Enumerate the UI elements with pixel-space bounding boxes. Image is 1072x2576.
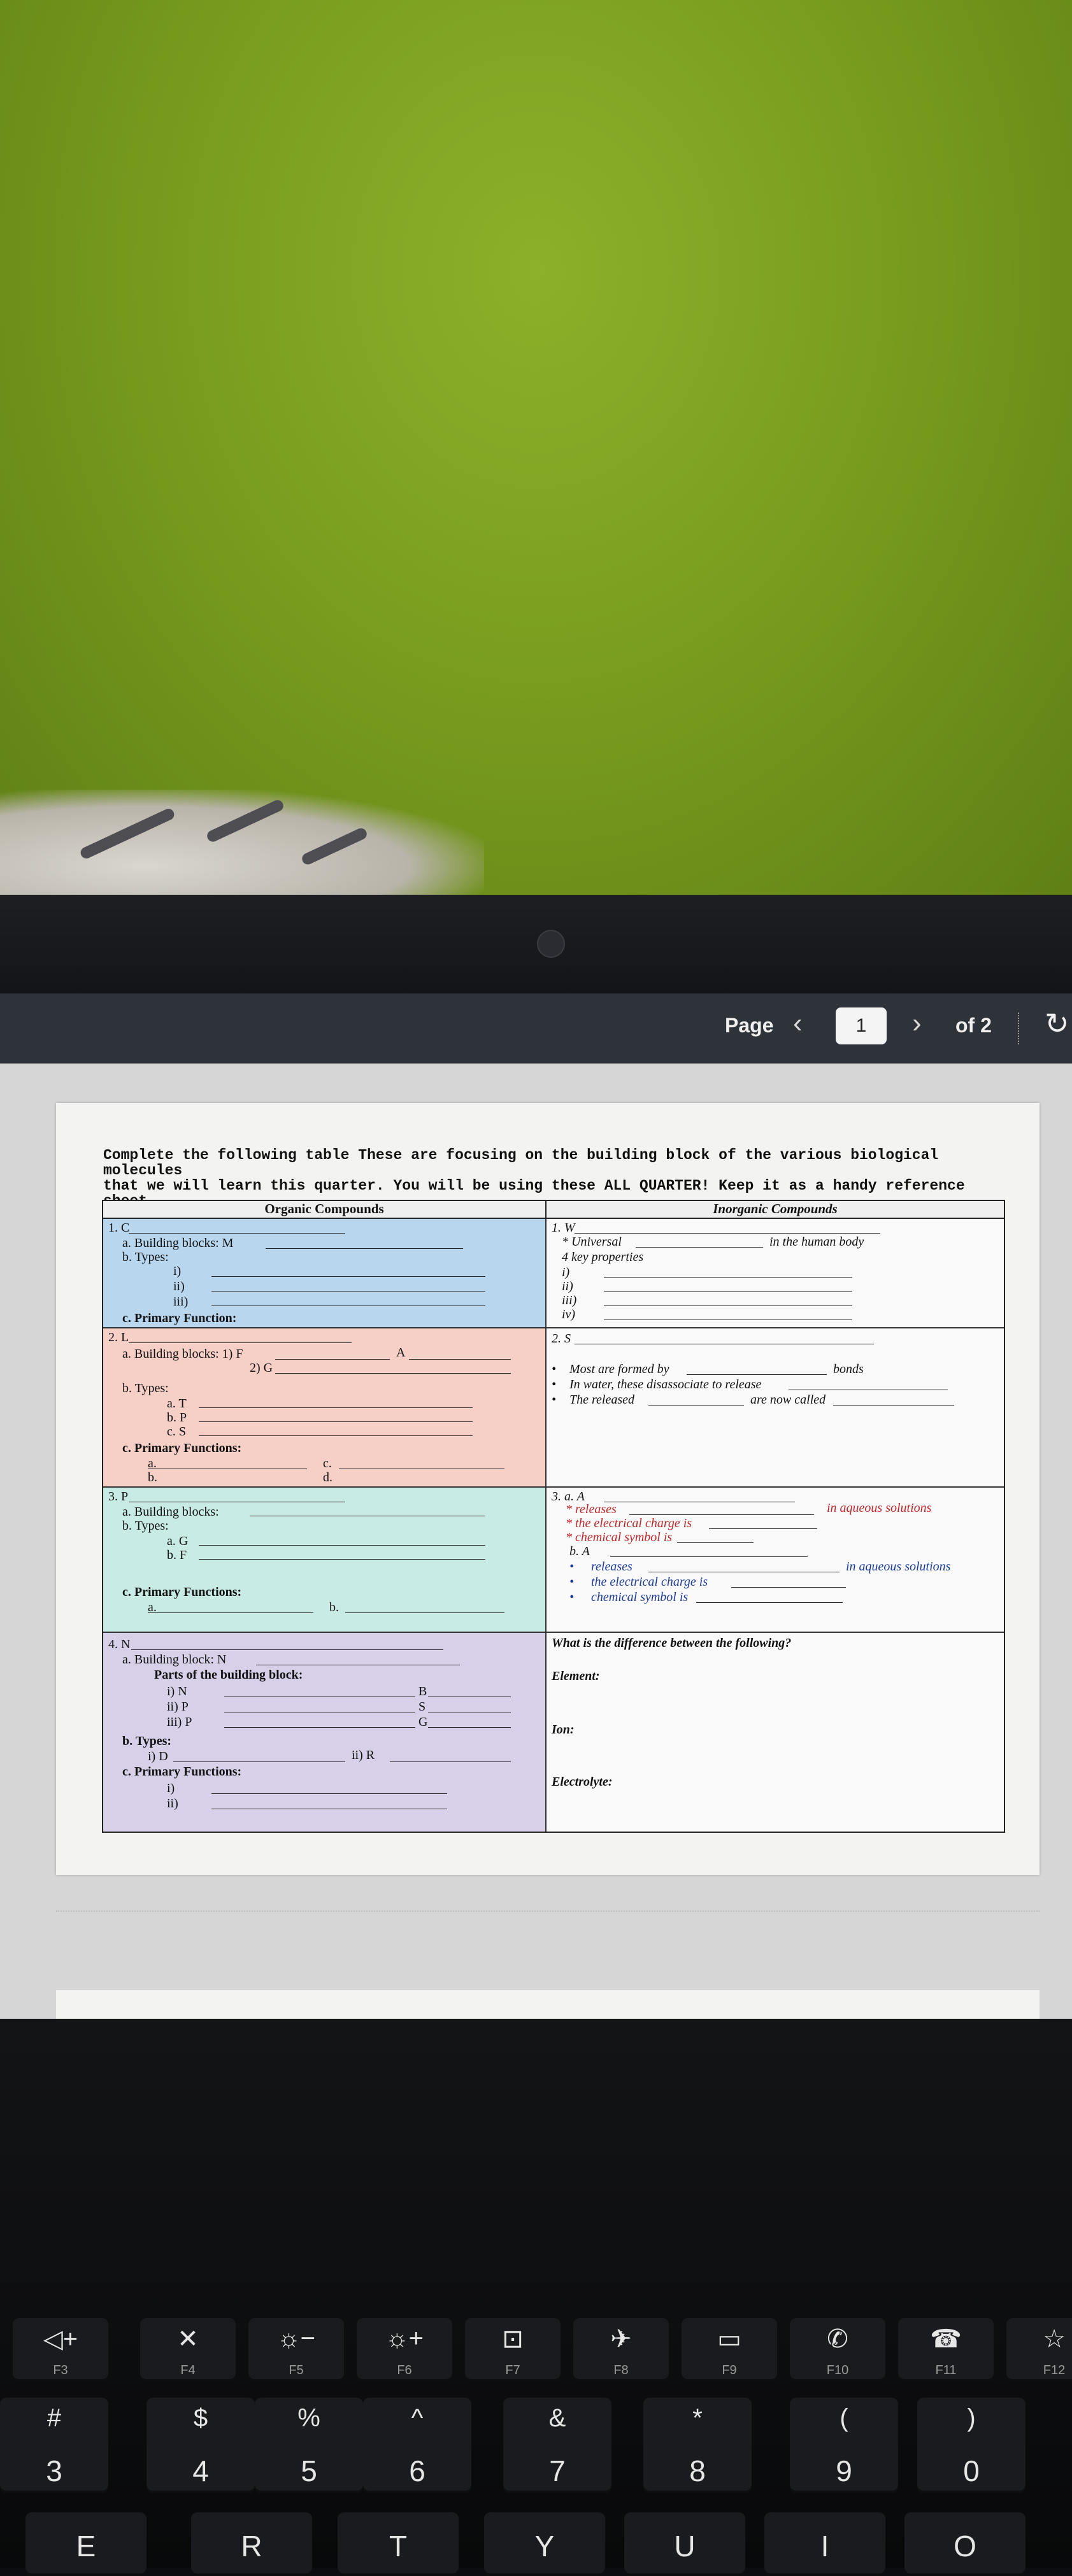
acid-symbol: * chemical symbol is [566,1530,673,1544]
key-letter: U [674,2530,696,2563]
pdf-viewer[interactable] [0,1064,1072,2019]
refresh-icon[interactable]: ↻ [1045,1007,1069,1040]
key-7[interactable] [503,2398,611,2493]
protein-type-1: a. G [167,1534,189,1548]
chevron-right-icon[interactable]: › [912,1007,922,1039]
protein-types: b. Types: [122,1519,169,1533]
key-letter: R [241,2530,262,2563]
salt-formed-by: Most are formed by [569,1362,669,1376]
key-shift-symbol: ^ [411,2404,424,2432]
key-letter: Y [534,2530,555,2563]
key-t[interactable] [338,2512,459,2576]
worksheet-page-2 [56,1990,1040,2019]
fn-label: F9 [722,2363,737,2377]
nucleic-types: b. Types: [122,1734,172,1748]
key-e[interactable] [25,2512,147,2576]
water-key-properties: 4 key properties [562,1250,644,1264]
salt-title: 2. S [552,1332,571,1346]
fn-label: F4 [180,2363,196,2377]
key-digit: 9 [836,2454,852,2487]
page-label: Page [725,1014,774,1037]
bullet-icon: • [569,1560,575,1574]
key-8[interactable] [643,2398,752,2493]
base-charge: the electrical charge is [591,1575,708,1589]
water-human-body: in the human body [769,1235,864,1249]
phone-hangup-icon: ☎ [930,2325,962,2353]
chevron-left-icon[interactable]: ‹ [793,1007,803,1039]
lipid-function-b: b. [148,1470,157,1484]
difference-question: What is the difference between the following? [552,1636,792,1650]
toolbar-divider [1018,1013,1020,1044]
bullet-icon: • [569,1575,575,1589]
fn-key-f4[interactable] [140,2318,236,2382]
water-title: 1. W [552,1221,575,1235]
compounds-table [102,1200,1005,1833]
worksheet-page [56,1103,1040,1875]
page-count: of 2 [955,1014,992,1037]
ion-label: Ion: [552,1723,575,1737]
key-u[interactable] [624,2512,745,2576]
key-digit: 6 [409,2454,425,2487]
volume-up-icon: ◁+ [43,2325,78,2353]
lipid-type-1: a. T [167,1397,187,1411]
brightness-down-icon: ☼− [276,2324,316,2352]
base-releases: releases [591,1560,632,1574]
acid-charge: * the electrical charge is [566,1516,692,1530]
salt-cell [547,1328,1004,1488]
carb-types: b. Types: [122,1250,169,1264]
nucleic-function-2: ii) [167,1797,178,1811]
fn-key-f6[interactable] [357,2318,452,2382]
laptop-screen [0,993,1072,2019]
acid-releases: * releases [566,1502,617,1516]
nucleic-type-d: i) D [148,1749,168,1763]
water-cell [547,1219,1004,1328]
key-shift-symbol: & [548,2404,566,2432]
fn-key-f9[interactable] [682,2318,777,2382]
lipid-function-a: a. [148,1456,157,1470]
acid-base-cell [547,1488,1004,1633]
nucleic-base-b: B [418,1684,427,1698]
key-letter: O [954,2530,976,2563]
lipid-building-blocks: a. Building blocks: 1) F [122,1347,243,1361]
key-3[interactable] [0,2398,108,2493]
key-0[interactable] [917,2398,1026,2493]
favorite-icon: ☆ [1043,2325,1066,2353]
protein-cell [103,1488,547,1633]
electrolyte-label: Electrolyte: [552,1775,613,1789]
fn-key-f7[interactable] [465,2318,561,2382]
notification-icon: ▭ [717,2325,741,2353]
protein-type-2: b. F [167,1548,187,1562]
key-digit: 8 [689,2454,706,2487]
organic-header: Organic Compounds [103,1201,547,1219]
instructions-line: that we will learn this quarter. You will be using these ALL QUARTER! Keep it as a handy reference [103,1178,965,1194]
nucleic-part-1: i) N [167,1684,187,1698]
water-property-1: i) [562,1265,570,1279]
laptop-bezel [0,895,1072,997]
carb-building-blocks: a. Building blocks: M [122,1236,234,1250]
key-digit: 5 [301,2454,317,2487]
key-digit: 4 [192,2454,209,2487]
key-shift-symbol: % [297,2404,320,2432]
water-property-4: iv) [562,1307,576,1321]
carb-type-2: ii) [173,1279,185,1293]
key-4[interactable] [147,2398,255,2493]
fn-label: F3 [53,2363,68,2377]
bullet-icon: • [552,1377,557,1391]
fn-label: F10 [826,2363,849,2377]
fn-label: F6 [397,2363,412,2377]
salt-released: The released [569,1393,635,1407]
fn-label: F12 [1043,2363,1066,2377]
lipid-building-a: A [396,1346,406,1360]
brightness-up-icon: ☼+ [385,2324,424,2352]
fn-key-f10[interactable] [790,2318,885,2382]
key-digit: 3 [46,2454,62,2487]
bullet-icon: • [552,1393,557,1407]
salt-in-water: In water, these disassociate to release [569,1377,762,1391]
water-universal: * Universal [562,1235,622,1249]
acid-title: 3. a. A [552,1490,585,1504]
page-separator [56,1911,1040,1912]
lipid-function-c: c. [323,1456,332,1470]
key-o[interactable] [904,2512,1026,2576]
element-label: Element: [552,1669,600,1683]
key-i[interactable] [764,2512,885,2576]
fn-label: F5 [289,2363,304,2377]
base-symbol: chemical symbol is [591,1590,689,1604]
fn-key-f11[interactable] [898,2318,994,2382]
key-r[interactable] [191,2512,312,2576]
inorganic-header: Inorganic Compounds [547,1201,1004,1219]
background-wall [0,0,1072,904]
protein-title: 3. P [108,1490,129,1504]
carb-type-1: i) [173,1264,182,1278]
protein-function-b: b. [329,1600,339,1614]
key-letter: T [389,2530,408,2563]
carb-function: c. Primary Function: [122,1311,237,1325]
lipid-cell [103,1328,547,1488]
key-letter: I [820,2530,829,2563]
key-shift-symbol: ) [967,2404,976,2432]
nucleic-parts: Parts of the building block: [154,1668,303,1682]
lipid-type-2: b. P [167,1411,187,1425]
nucleic-base-s: S [418,1700,426,1714]
fn-key-f8[interactable] [573,2318,669,2382]
water-property-2: ii) [562,1279,573,1293]
lipid-title: 2. L [108,1330,129,1344]
base-aqueous: in aqueous solutions [846,1560,951,1574]
protein-building-blocks: a. Building blocks: [122,1505,219,1519]
key-5[interactable] [255,2398,363,2493]
fn-key-f3[interactable] [13,2318,108,2382]
laptop-keyboard [0,2019,1072,2568]
mic-off-icon: ✕ [177,2325,199,2353]
base-title: b. A [569,1544,590,1558]
nucleic-acid-cell [103,1633,547,1832]
key-shift-symbol: * [692,2404,703,2432]
carb-type-3: iii) [173,1295,189,1309]
lipid-building-2: 2) G [250,1361,273,1375]
salt-bonds: bonds [833,1362,864,1376]
key-letter: E [76,2530,96,2563]
nucleic-type-r: ii) R [352,1748,375,1762]
key-shift-symbol: ( [840,2404,848,2432]
water-property-3: iii) [562,1293,577,1307]
key-digit: 7 [549,2454,566,2487]
nucleic-building-block: a. Building block: N [122,1653,227,1667]
nucleic-function-1: i) [167,1781,175,1795]
fn-key-f12[interactable] [1006,2318,1072,2382]
key-shift-symbol: $ [193,2404,208,2432]
key-shift-symbol: # [46,2404,62,2432]
fn-label: F8 [613,2363,629,2377]
bullet-icon: • [552,1362,557,1376]
protein-function-a: a. [148,1600,157,1614]
salt-called: are now called [750,1393,826,1407]
key-digit: 0 [963,2454,980,2487]
phone-call-icon: ✆ [827,2325,848,2353]
nucleic-functions: c. Primary Functions: [122,1765,242,1779]
bullet-icon: • [569,1590,575,1604]
nucleic-base-g: G [418,1715,428,1729]
nucleic-part-2: ii) P [167,1700,189,1714]
key-6[interactable] [363,2398,471,2493]
lipid-type-3: c. S [167,1425,186,1439]
carb-title: 1. C [108,1221,130,1235]
display-switch-icon: ⊡ [502,2325,524,2353]
page-number-input[interactable]: 1 [836,1007,887,1044]
lipid-types: b. Types: [122,1381,169,1395]
protein-functions: c. Primary Functions: [122,1585,242,1599]
key-9[interactable] [790,2398,898,2493]
lipid-functions: c. Primary Functions: [122,1441,242,1455]
fn-key-f5[interactable] [248,2318,344,2382]
pdf-toolbar [0,993,1072,1064]
fn-label: F7 [505,2363,520,2377]
acid-aqueous: in aqueous solutions [827,1501,932,1515]
nucleic-title: 4. N [108,1637,131,1651]
difference-cell [547,1633,1004,1832]
carbohydrate-cell [103,1219,547,1328]
airplane-mode-icon: ✈ [610,2325,632,2353]
nucleic-part-3: iii) P [167,1715,192,1729]
fn-label: F11 [935,2363,957,2377]
key-y[interactable] [484,2512,605,2576]
webcam [537,930,565,958]
instructions-line: Complete the following table These are focusing on the building block of the various biological molecules [103,1147,939,1179]
lipid-function-d: d. [323,1470,332,1484]
